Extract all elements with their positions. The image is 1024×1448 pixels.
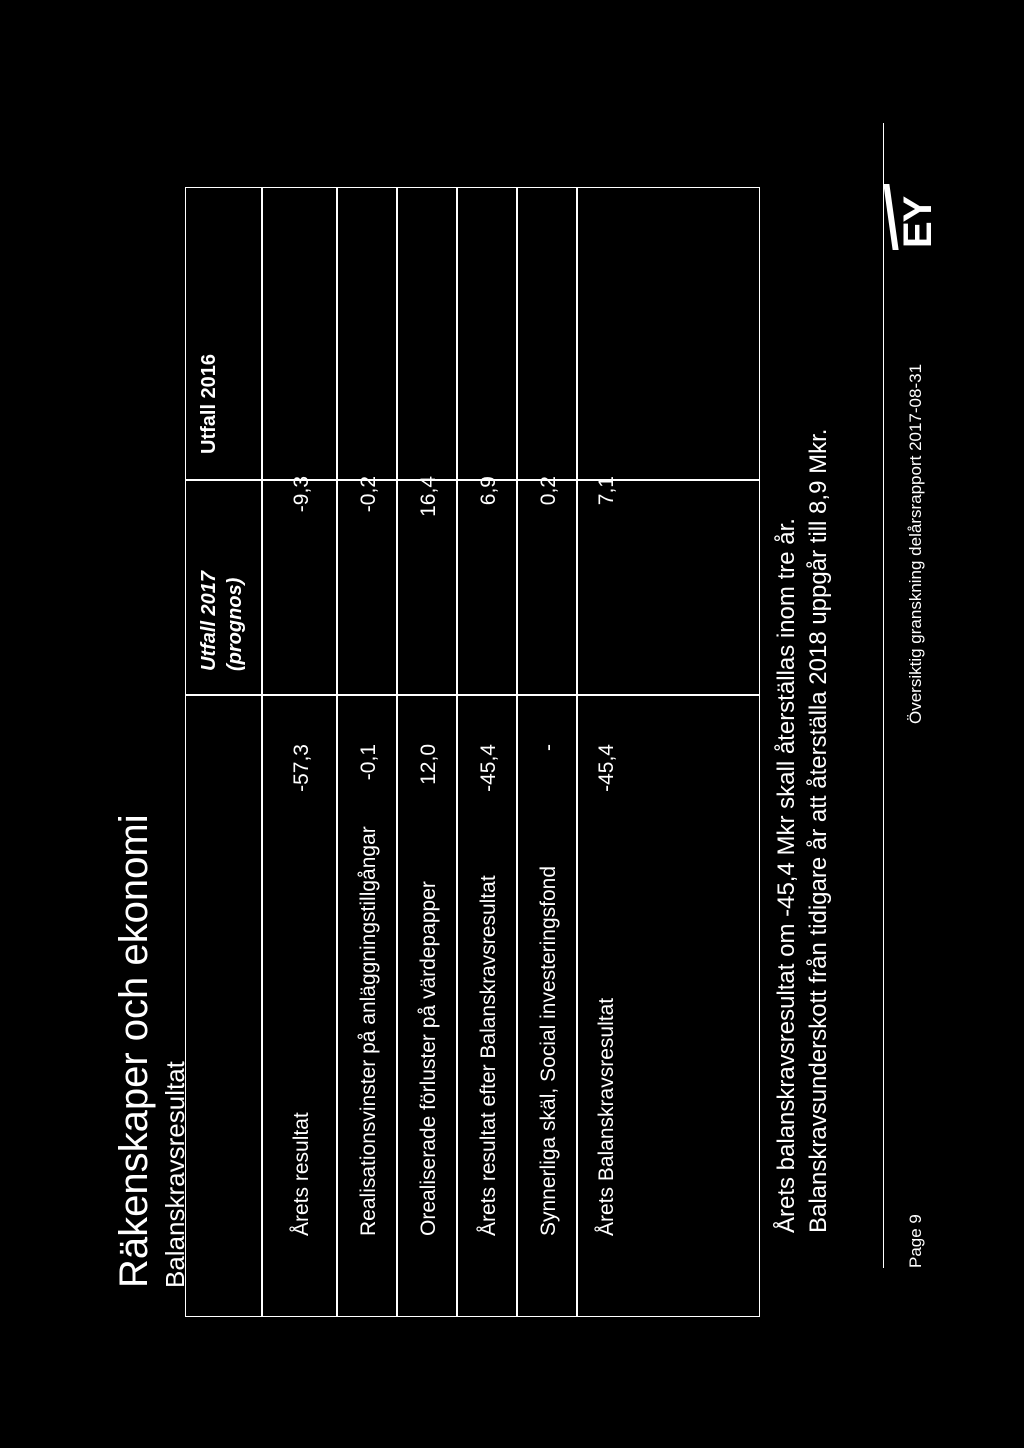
note-text: Årets balanskravsresultat om -45,4 Mkr skall återställas inom tre år.: [773, 518, 800, 1233]
row-label: Orealiserade förluster på värdepapper: [417, 881, 440, 1236]
table-row: [576, 188, 633, 1316]
footer-divider: [883, 123, 884, 1268]
table-row: [396, 188, 458, 1316]
page-number: Page 9: [906, 1214, 925, 1268]
row-value-2017: -57,3: [290, 744, 313, 792]
row-value-2016: 0,2: [537, 476, 560, 506]
row-value-2017: -0,1: [357, 744, 380, 781]
row-label: Realisationsvinster på anläggningstillgångar: [357, 826, 380, 1236]
logo-text: EY: [896, 196, 940, 248]
col-header-prognos: (prognos): [224, 577, 246, 671]
table-row: [516, 188, 578, 1316]
row-value-2016: 7,1: [595, 476, 618, 506]
row-value-2017: -45,4: [595, 744, 618, 792]
table-row: [456, 188, 518, 1316]
ey-logo-icon: [888, 180, 948, 250]
table-row: [261, 188, 338, 1316]
note-text: Balanskravsunderskott från tidigare år att återställa 2018 uppgår till 8,9 Mkr.: [805, 428, 832, 1233]
row-value-2017: -: [537, 744, 560, 751]
balance-table: [185, 187, 760, 1317]
row-value-2017: 12,0: [417, 744, 440, 785]
footer-text: Översiktig granskning delårsrapport 2017-08-31: [906, 363, 925, 724]
page-title: Räkenskaper och ekonomi: [112, 814, 156, 1288]
row-value-2016: 16,4: [417, 476, 440, 517]
row-value-2016: -0,2: [357, 476, 380, 513]
row-label: Årets resultat efter Balanskravsresultat: [477, 875, 500, 1236]
col-header-2016: Utfall 2016: [198, 353, 220, 454]
row-label: Synnerliga skäl, Social investeringsfond: [537, 865, 560, 1236]
table-row: [336, 188, 398, 1316]
table-header-row: [186, 188, 261, 1316]
row-value-2016: 6,9: [477, 476, 500, 506]
col-header-2017: Utfall 2017: [198, 570, 220, 671]
page-subtitle: Balanskravsresultat: [160, 1061, 190, 1288]
row-label: Årets Balanskravsresultat: [595, 997, 618, 1236]
row-value-2017: -45,4: [477, 744, 500, 792]
row-value-2016: -9,3: [290, 476, 313, 513]
row-label: Årets resultat: [290, 1112, 313, 1236]
